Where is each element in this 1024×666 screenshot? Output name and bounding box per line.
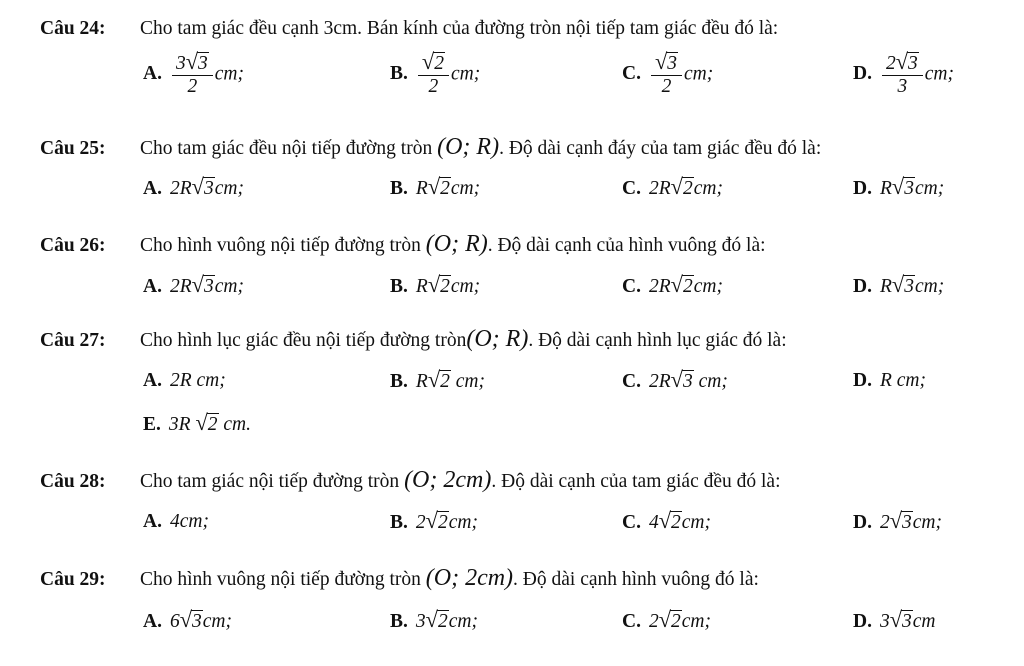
answer-formula: 2R cm; xyxy=(169,370,226,391)
question-28: Câu 28: Cho tam giác nội tiếp đường tròn (O; 2cm). Độ dài cạnh của tam giác đều đó là: xyxy=(40,467,781,493)
option-letter: B. xyxy=(390,178,408,199)
option-29-c xyxy=(622,607,712,633)
option-letter: C. xyxy=(622,276,641,297)
question-24 xyxy=(40,18,778,40)
option-letter: D. xyxy=(853,611,872,632)
option-letter: A. xyxy=(143,370,162,391)
option-25-d xyxy=(853,174,945,200)
option-letter: A. xyxy=(143,611,162,632)
option-29-b xyxy=(390,607,478,633)
answer-formula: 3R √ 2 cm. xyxy=(168,410,251,435)
option-letter: D. xyxy=(853,370,872,391)
answer-formula: 3 √ 3 cm xyxy=(879,607,936,632)
answer-formula: 2R √ 3 cm; xyxy=(169,174,244,199)
answer-formula: 2 √ 2 cm; xyxy=(415,508,478,533)
option-letter: D. xyxy=(853,63,872,85)
option-letter: E. xyxy=(143,414,161,435)
option-28-d xyxy=(853,508,943,534)
option-letter: A. xyxy=(143,276,162,297)
option-27-c xyxy=(622,367,728,393)
option-letter: C. xyxy=(622,371,641,392)
answer-formula: R √ 2 cm; xyxy=(415,367,485,392)
circle-notation: (O; 2cm) xyxy=(425,565,514,591)
answer-formula: 2 √ 3 cm; xyxy=(879,508,943,533)
question-label: Câu 28: xyxy=(40,471,106,492)
option-letter: C. xyxy=(622,512,641,533)
question-25: Câu 25: Cho tam giác đều nội tiếp đường tròn (O; R). Độ dài cạnh đáy của tam giác đều đó là: xyxy=(40,134,822,160)
option-letter: B. xyxy=(390,512,408,533)
answer-formula: 6 √ 3 cm; xyxy=(169,607,233,632)
option-26-c xyxy=(622,272,723,298)
option-letter: B. xyxy=(390,371,408,392)
answer-formula: 2 √ 2 cm; xyxy=(648,607,712,632)
answer-formula: 2R √ 2 cm; xyxy=(648,272,723,297)
circle-notation: (O; R) xyxy=(466,326,529,352)
option-27-d xyxy=(853,370,926,392)
option-24-d xyxy=(853,49,955,98)
circle-notation: (O; 2cm) xyxy=(404,467,492,493)
answer-formula: R √ 2 cm; xyxy=(415,272,481,297)
circle-notation: (O; R) xyxy=(425,231,488,257)
option-24-a xyxy=(143,49,245,98)
option-letter: D. xyxy=(853,512,872,533)
option-25-a xyxy=(143,174,244,200)
option-27-b xyxy=(390,367,485,393)
option-25-b xyxy=(390,174,481,200)
answer-formula: 2R √ 3 cm; xyxy=(169,272,244,297)
answer-formula: R √ 3 cm; xyxy=(879,174,945,199)
option-28-c xyxy=(622,508,712,534)
option-letter: A. xyxy=(143,178,162,199)
answer-formula: R cm; xyxy=(879,370,926,391)
question-label: Câu 24: xyxy=(40,18,106,39)
answer-formula: 3 √ 3 2 cm; xyxy=(170,52,244,98)
option-letter: D. xyxy=(853,178,872,199)
option-24-b xyxy=(390,49,481,98)
option-29-d xyxy=(853,607,936,633)
option-28-b xyxy=(390,508,478,534)
answer-formula: R √ 2 cm; xyxy=(415,174,481,199)
option-letter: D. xyxy=(853,276,872,297)
option-letter: C. xyxy=(622,178,641,199)
option-27-e xyxy=(143,410,251,436)
option-26-b xyxy=(390,272,481,298)
option-27-a xyxy=(143,370,226,392)
answer-formula: R √ 3 cm; xyxy=(879,272,945,297)
option-letter: B. xyxy=(390,276,408,297)
circle-notation: (O; R) xyxy=(437,134,500,160)
question-label: Câu 25: xyxy=(40,138,106,159)
answer-formula: 3 √ 2 cm; xyxy=(415,607,478,632)
question-29: Câu 29: Cho hình vuông nội tiếp đường tròn (O; 2cm). Độ dài cạnh hình vuông đó là: xyxy=(40,565,759,591)
option-letter: B. xyxy=(390,611,408,632)
question-label: Câu 26: xyxy=(40,235,106,256)
answer-formula: √ 2 2 cm; xyxy=(416,52,480,98)
answer-formula: 4cm; xyxy=(169,511,209,532)
option-26-d xyxy=(853,272,945,298)
answer-formula: √ 3 2 cm; xyxy=(649,52,713,98)
option-letter: A. xyxy=(143,511,162,532)
question-text: Cho tam giác đều cạnh 3cm. Bán kính của đường tròn nội tiếp tam giác đều đó là: xyxy=(140,18,779,39)
option-24-c xyxy=(622,49,714,98)
answer-formula: 2R √ 3 cm; xyxy=(648,367,728,392)
question-27: Câu 27: Cho hình lục giác đều nội tiếp đường tròn(O; R). Độ dài cạnh hình lục giác đó là: xyxy=(40,326,787,352)
option-letter: C. xyxy=(622,611,641,632)
option-28-a xyxy=(143,511,209,533)
option-letter: A. xyxy=(143,63,162,85)
option-29-a xyxy=(143,607,233,633)
option-letter: B. xyxy=(390,63,408,85)
answer-formula: 2R √ 2 cm; xyxy=(648,174,723,199)
answer-formula: 2 √ 3 3 cm; xyxy=(880,52,954,98)
option-letter: C. xyxy=(622,63,641,85)
option-25-c xyxy=(622,174,723,200)
question-26: Câu 26: Cho hình vuông nội tiếp đường tròn (O; R). Độ dài cạnh của hình vuông đó là: xyxy=(40,231,766,257)
option-26-a xyxy=(143,272,244,298)
answer-formula: 4 √ 2 cm; xyxy=(648,508,712,533)
question-label: Câu 27: xyxy=(40,330,106,351)
question-label: Câu 29: xyxy=(40,569,106,590)
